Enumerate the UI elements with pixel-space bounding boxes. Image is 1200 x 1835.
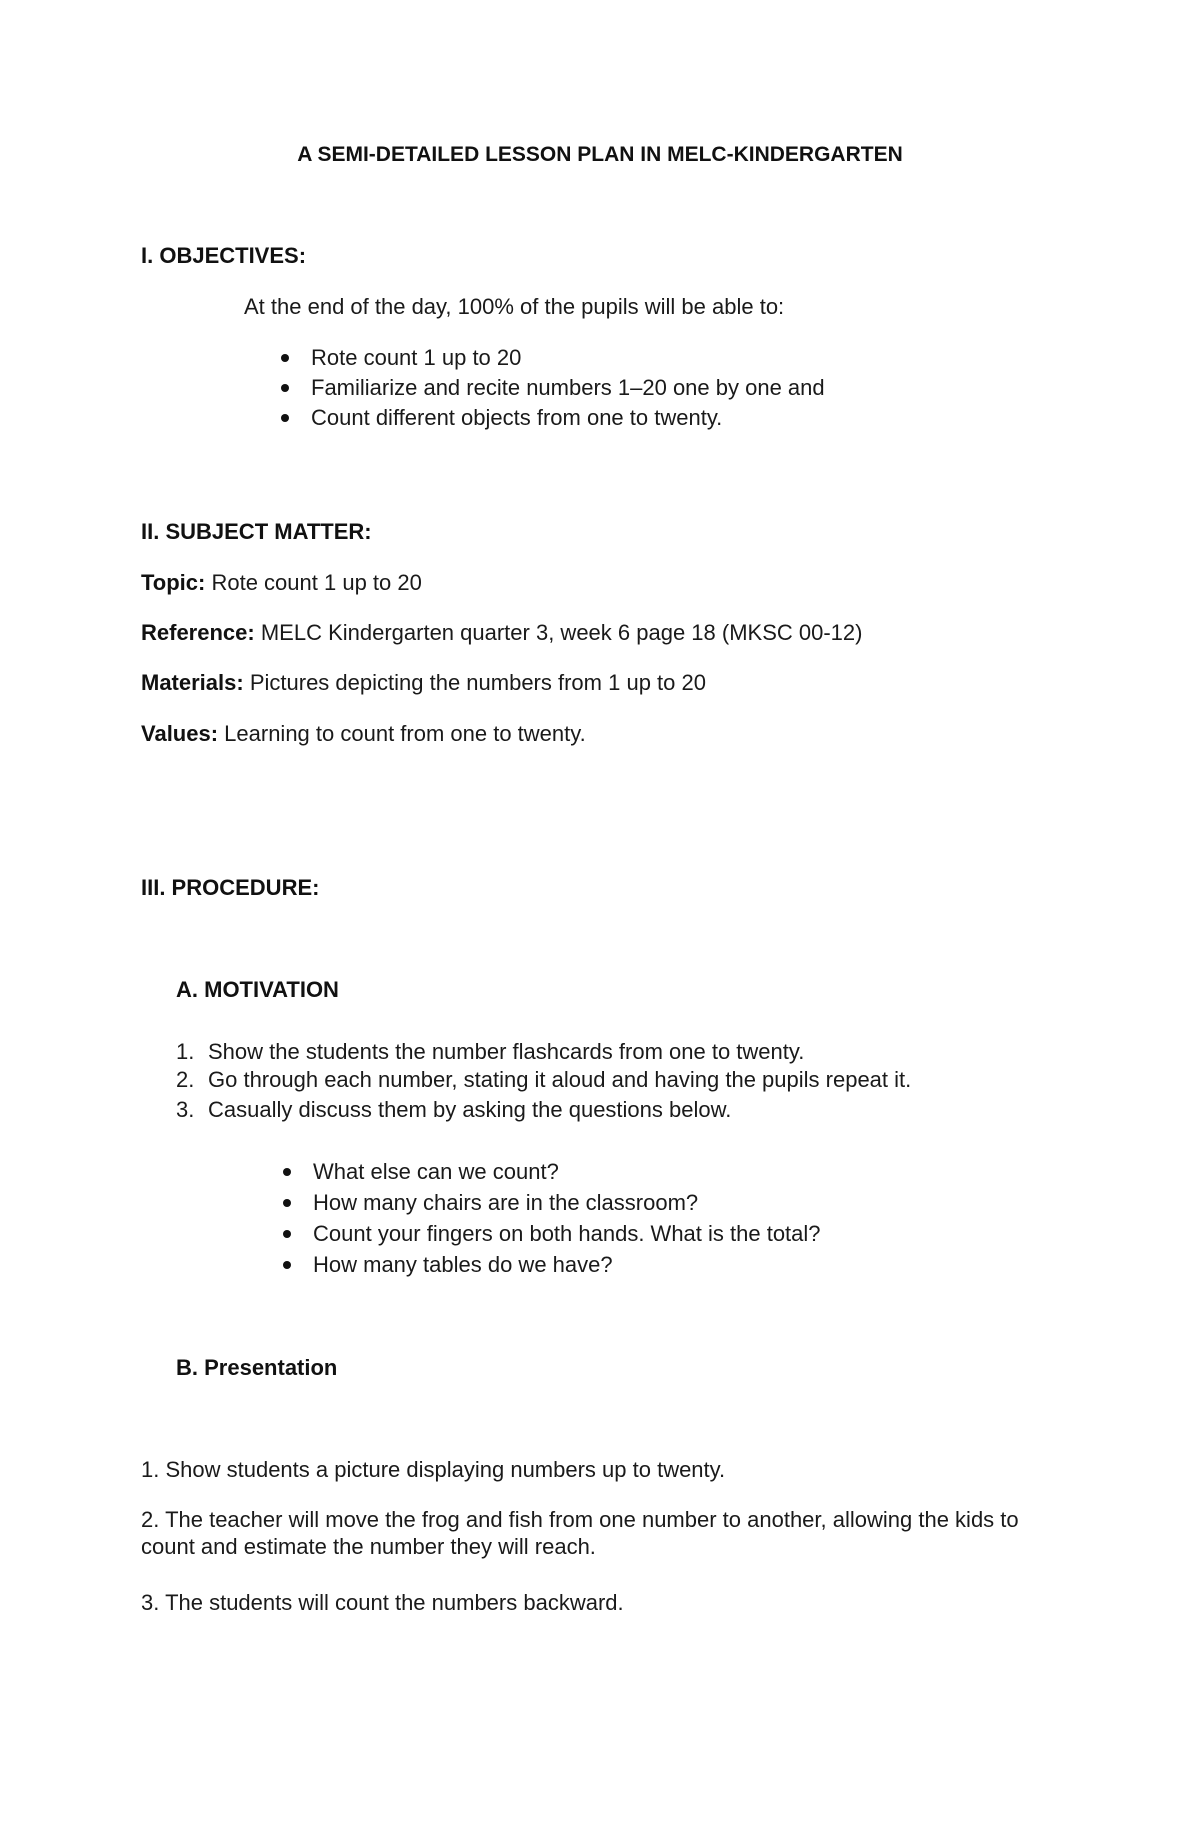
step-number: 2. (176, 1067, 195, 1092)
presentation-heading: B. Presentation (176, 1355, 338, 1380)
values-line (141, 721, 586, 747)
step-number: 3. (176, 1097, 195, 1122)
objective-item (281, 345, 521, 371)
bullet-icon (281, 414, 289, 422)
question-item (283, 1159, 559, 1185)
materials-line (141, 670, 706, 696)
motivation-heading: A. MOTIVATION (176, 977, 339, 1002)
objective-item (281, 405, 722, 431)
subject-matter-heading: II. SUBJECT MATTER: (141, 519, 372, 544)
values-value: Learning to count from one to twenty. (218, 721, 586, 746)
objective-item-text: Familiarize and recite numbers 1–20 one by one and (311, 375, 825, 400)
objective-item (281, 375, 825, 401)
bullet-icon (283, 1230, 291, 1238)
motivation-step (176, 1097, 731, 1123)
document-title: A SEMI-DETAILED LESSON PLAN IN MELC-KINDERGARTEN (297, 143, 903, 166)
materials-label: Materials: (141, 670, 244, 695)
reference-line (141, 620, 862, 646)
materials-value: Pictures depicting the numbers from 1 up to 20 (243, 670, 706, 695)
presentation-step: 2. The teacher will move the frog and fish from one number to another, allowing the kids to count and estimate the number they will reach. (141, 1507, 1019, 1559)
step-number: 1. (176, 1039, 195, 1064)
procedure-heading: III. PROCEDURE: (141, 875, 320, 900)
topic-label: Topic: (141, 570, 206, 595)
step-text: Show the students the number flashcards from one to twenty. (208, 1039, 805, 1064)
objective-item-text: Rote count 1 up to 20 (311, 345, 522, 370)
objective-item-text: Count different objects from one to twenty. (311, 405, 723, 430)
values-label: Values: (141, 721, 219, 746)
presentation-step: 1. Show students a picture displaying numbers up to twenty. (141, 1457, 726, 1482)
bullet-icon (281, 384, 289, 392)
presentation-step: 3. The students will count the numbers backward. (141, 1590, 624, 1615)
question-item (283, 1221, 821, 1247)
objectives-intro: At the end of the day, 100% of the pupils will be able to: (244, 294, 785, 319)
objectives-heading: I. OBJECTIVES: (141, 243, 307, 268)
bullet-icon (283, 1168, 291, 1176)
step-text: Go through each number, stating it aloud and having the pupils repeat it. (208, 1067, 912, 1092)
step-text: Casually discuss them by asking the questions below. (208, 1097, 732, 1122)
bullet-icon (281, 354, 289, 362)
question-item (283, 1252, 613, 1278)
reference-label: Reference: (141, 620, 255, 645)
question-text: How many chairs are in the classroom? (313, 1190, 699, 1215)
question-text: How many tables do we have? (313, 1252, 613, 1277)
question-text: What else can we count? (313, 1159, 559, 1184)
question-item (283, 1190, 698, 1216)
bullet-icon (283, 1261, 291, 1269)
bullet-icon (283, 1199, 291, 1207)
reference-value: MELC Kindergarten quarter 3, week 6 page 18 (MKSC 00-12) (254, 620, 863, 645)
question-text: Count your fingers on both hands. What is the total? (313, 1221, 821, 1246)
motivation-step (176, 1067, 911, 1093)
topic-value: Rote count 1 up to 20 (205, 570, 422, 595)
motivation-step (176, 1039, 804, 1065)
topic-line (141, 570, 422, 596)
